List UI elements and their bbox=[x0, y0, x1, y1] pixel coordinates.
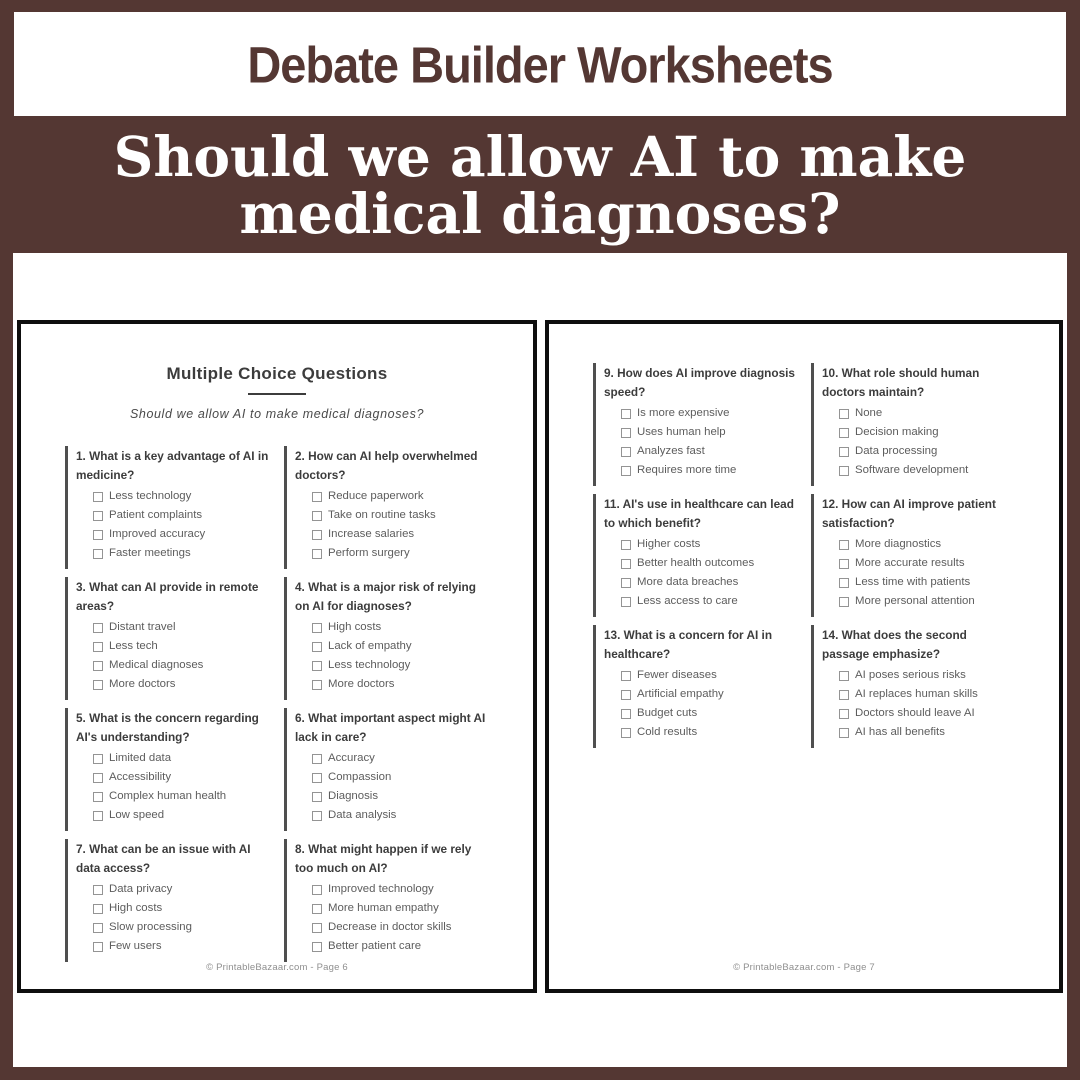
option-label: More personal attention bbox=[855, 595, 975, 607]
question-block bbox=[284, 708, 489, 831]
question-block bbox=[65, 577, 270, 700]
question-text: 14. What does the second passage emphasize? bbox=[822, 628, 967, 661]
option-label: Data analysis bbox=[328, 809, 397, 821]
question-block bbox=[65, 839, 270, 962]
option-label: High costs bbox=[328, 621, 382, 633]
answer-option[interactable] bbox=[312, 918, 489, 937]
answer-option[interactable] bbox=[621, 404, 797, 423]
option-label: Slow processing bbox=[109, 921, 192, 933]
option-label: Software development bbox=[855, 464, 969, 476]
answer-option[interactable] bbox=[312, 899, 489, 918]
answer-option[interactable] bbox=[312, 637, 489, 656]
option-label: Diagnosis bbox=[328, 790, 379, 802]
checkbox-icon[interactable] bbox=[839, 690, 849, 700]
answer-option[interactable] bbox=[839, 442, 1015, 461]
checkbox-icon[interactable] bbox=[312, 492, 322, 502]
checkbox-icon[interactable] bbox=[312, 904, 322, 914]
option-label: Increase salaries bbox=[328, 528, 415, 540]
option-label: Compassion bbox=[328, 771, 392, 783]
answer-option[interactable] bbox=[312, 768, 489, 787]
checkbox-icon[interactable] bbox=[93, 549, 103, 559]
question-text: 6. What important aspect might AI lack in care? bbox=[295, 711, 486, 744]
answer-option[interactable] bbox=[93, 487, 270, 506]
option-label: Budget cuts bbox=[637, 707, 698, 719]
option-label: Cold results bbox=[637, 726, 698, 738]
checkbox-icon[interactable] bbox=[621, 466, 631, 476]
option-label: More data breaches bbox=[637, 576, 739, 588]
answer-option[interactable] bbox=[312, 880, 489, 899]
answer-option[interactable] bbox=[839, 723, 1015, 742]
page-subtitle: Should we allow AI to make medical diagnoses? bbox=[129, 407, 425, 421]
checkbox-icon[interactable] bbox=[93, 923, 103, 933]
option-label: Data privacy bbox=[109, 883, 173, 895]
checkbox-icon[interactable] bbox=[839, 428, 849, 438]
answer-option[interactable] bbox=[93, 749, 270, 768]
option-label: Reduce paperwork bbox=[328, 490, 424, 502]
question-block bbox=[593, 363, 797, 486]
question-block bbox=[593, 494, 797, 617]
answer-option[interactable] bbox=[312, 806, 489, 825]
option-label: More human empathy bbox=[328, 902, 439, 914]
option-label: Less tech bbox=[109, 640, 158, 652]
checkbox-icon[interactable] bbox=[93, 904, 103, 914]
answer-option[interactable] bbox=[312, 787, 489, 806]
checkbox-icon[interactable] bbox=[621, 597, 631, 607]
answer-option[interactable] bbox=[312, 618, 489, 637]
checkbox-icon[interactable] bbox=[621, 709, 631, 719]
answer-option[interactable] bbox=[621, 666, 797, 685]
answer-option[interactable] bbox=[93, 918, 270, 937]
answer-option[interactable] bbox=[839, 704, 1015, 723]
checkbox-icon[interactable] bbox=[839, 466, 849, 476]
checkbox-icon[interactable] bbox=[621, 671, 631, 681]
page-footer: © PrintableBazaar.com - Page 6 bbox=[206, 962, 348, 973]
answer-option[interactable] bbox=[621, 685, 797, 704]
option-label: Better patient care bbox=[328, 940, 422, 952]
checkbox-icon[interactable] bbox=[312, 642, 322, 652]
answer-option[interactable] bbox=[93, 787, 270, 806]
question-text: 7. What can be an issue with AI data access? bbox=[76, 842, 251, 875]
checkbox-icon[interactable] bbox=[312, 811, 322, 821]
checkbox-icon[interactable] bbox=[621, 559, 631, 569]
option-label: AI replaces human skills bbox=[855, 688, 978, 700]
answer-option[interactable] bbox=[839, 461, 1015, 480]
checkbox-icon[interactable] bbox=[93, 773, 103, 783]
page-title: Multiple Choice Questions bbox=[166, 364, 388, 383]
question-text: 10. What role should human doctors maintain? bbox=[822, 366, 980, 399]
checkbox-icon[interactable] bbox=[312, 530, 322, 540]
checkbox-icon[interactable] bbox=[312, 661, 322, 671]
option-label: Accuracy bbox=[328, 752, 375, 764]
topic-title-line1: Should we allow AI to make bbox=[113, 123, 967, 189]
worksheet-page-7 bbox=[545, 320, 1063, 993]
question-block bbox=[811, 363, 1015, 486]
answer-option[interactable] bbox=[93, 656, 270, 675]
option-label: Limited data bbox=[109, 752, 172, 764]
header-band bbox=[14, 12, 1066, 116]
answer-option[interactable] bbox=[621, 573, 797, 592]
question-text: 11. AI's use in healthcare can lead to which benefit? bbox=[604, 497, 794, 530]
option-label: Data processing bbox=[855, 445, 938, 457]
answer-option[interactable] bbox=[93, 899, 270, 918]
checkbox-icon[interactable] bbox=[621, 447, 631, 457]
option-label: Less access to care bbox=[637, 595, 738, 607]
option-label: Better health outcomes bbox=[637, 557, 755, 569]
answer-option[interactable] bbox=[839, 592, 1015, 611]
option-label: Fewer diseases bbox=[637, 669, 717, 681]
checkbox-icon[interactable] bbox=[839, 578, 849, 588]
checkbox-icon[interactable] bbox=[839, 409, 849, 419]
option-label: AI poses serious risks bbox=[855, 669, 966, 681]
answer-option[interactable] bbox=[312, 506, 489, 525]
question-block bbox=[65, 446, 270, 569]
question-block bbox=[284, 577, 489, 700]
answer-option[interactable] bbox=[621, 723, 797, 742]
option-label: More accurate results bbox=[855, 557, 965, 569]
answer-option[interactable] bbox=[93, 768, 270, 787]
option-label: More doctors bbox=[328, 678, 395, 690]
option-label: Faster meetings bbox=[109, 547, 191, 559]
answer-option[interactable] bbox=[312, 544, 489, 563]
checkbox-icon[interactable] bbox=[93, 811, 103, 821]
checkbox-icon[interactable] bbox=[312, 923, 322, 933]
option-label: None bbox=[855, 407, 883, 419]
question-text: 2. How can AI help overwhelmed doctors? bbox=[295, 449, 478, 482]
checkbox-icon[interactable] bbox=[312, 549, 322, 559]
question-text: 13. What is a concern for AI in healthcare? bbox=[604, 628, 773, 661]
checkbox-icon[interactable] bbox=[93, 885, 103, 895]
option-label: Accessibility bbox=[109, 771, 172, 783]
checkbox-icon[interactable] bbox=[839, 540, 849, 550]
checkbox-icon[interactable] bbox=[839, 671, 849, 681]
checkbox-icon[interactable] bbox=[93, 661, 103, 671]
option-label: Is more expensive bbox=[637, 407, 730, 419]
content-area bbox=[13, 253, 1067, 1067]
answer-option[interactable] bbox=[312, 675, 489, 694]
answer-option[interactable] bbox=[839, 685, 1015, 704]
option-label: Artificial empathy bbox=[637, 688, 724, 700]
answer-option[interactable] bbox=[621, 442, 797, 461]
checkbox-icon[interactable] bbox=[621, 540, 631, 550]
answer-option[interactable] bbox=[93, 937, 270, 956]
answer-option[interactable] bbox=[312, 937, 489, 956]
checkbox-icon[interactable] bbox=[621, 409, 631, 419]
option-label: Medical diagnoses bbox=[109, 659, 204, 671]
option-label: Less time with patients bbox=[855, 576, 971, 588]
checkbox-icon[interactable] bbox=[839, 559, 849, 569]
answer-option[interactable] bbox=[93, 544, 270, 563]
checkbox-icon[interactable] bbox=[312, 942, 322, 952]
option-label: Distant travel bbox=[109, 621, 176, 633]
option-label: Decision making bbox=[855, 426, 939, 438]
answer-option[interactable] bbox=[93, 675, 270, 694]
option-label: Improved accuracy bbox=[109, 528, 206, 540]
question-text: 1. What is a key advantage of AI in medicine? bbox=[76, 449, 269, 482]
option-label: Improved technology bbox=[328, 883, 434, 895]
checkbox-icon[interactable] bbox=[312, 623, 322, 633]
page-footer: © PrintableBazaar.com - Page 7 bbox=[733, 962, 875, 973]
checkbox-icon[interactable] bbox=[839, 728, 849, 738]
checkbox-icon[interactable] bbox=[93, 680, 103, 690]
option-label: Requires more time bbox=[637, 464, 737, 476]
option-label: Decrease in doctor skills bbox=[328, 921, 452, 933]
answer-option[interactable] bbox=[621, 535, 797, 554]
option-label: More doctors bbox=[109, 678, 176, 690]
topic-band bbox=[0, 116, 1080, 253]
checkbox-icon[interactable] bbox=[93, 511, 103, 521]
option-label: Less technology bbox=[328, 659, 411, 671]
question-text: 12. How can AI improve patient satisfaction? bbox=[822, 497, 996, 530]
answer-option[interactable] bbox=[93, 506, 270, 525]
topic-title-line2: medical diagnoses? bbox=[239, 180, 841, 246]
answer-option[interactable] bbox=[93, 618, 270, 637]
answer-option[interactable] bbox=[93, 806, 270, 825]
option-label: Uses human help bbox=[637, 426, 726, 438]
answer-option[interactable] bbox=[312, 656, 489, 675]
answer-option[interactable] bbox=[839, 554, 1015, 573]
answer-option[interactable] bbox=[621, 592, 797, 611]
option-label: Take on routine tasks bbox=[328, 509, 436, 521]
checkbox-icon[interactable] bbox=[621, 728, 631, 738]
checkbox-icon[interactable] bbox=[621, 690, 631, 700]
checkbox-icon[interactable] bbox=[312, 754, 322, 764]
checkbox-icon[interactable] bbox=[93, 623, 103, 633]
answer-option[interactable] bbox=[839, 404, 1015, 423]
option-label: Patient complaints bbox=[109, 509, 203, 521]
option-label: Doctors should leave AI bbox=[855, 707, 975, 719]
answer-option[interactable] bbox=[839, 573, 1015, 592]
checkbox-icon[interactable] bbox=[93, 642, 103, 652]
checkbox-icon[interactable] bbox=[839, 597, 849, 607]
question-block bbox=[284, 446, 489, 569]
brand-title: Debate Builder Worksheets bbox=[247, 35, 833, 93]
question-block bbox=[593, 625, 797, 748]
answer-option[interactable] bbox=[312, 487, 489, 506]
option-label: More diagnostics bbox=[855, 538, 942, 550]
checkbox-icon[interactable] bbox=[312, 885, 322, 895]
checkbox-icon[interactable] bbox=[839, 447, 849, 457]
answer-option[interactable] bbox=[93, 637, 270, 656]
checkbox-icon[interactable] bbox=[93, 754, 103, 764]
answer-option[interactable] bbox=[621, 423, 797, 442]
question-text: 4. What is a major risk of relying on AI for diagnoses? bbox=[295, 580, 476, 613]
answer-option[interactable] bbox=[312, 525, 489, 544]
checkbox-icon[interactable] bbox=[312, 792, 322, 802]
answer-option[interactable] bbox=[621, 704, 797, 723]
checkbox-icon[interactable] bbox=[621, 578, 631, 588]
question-text: 3. What can AI provide in remote areas? bbox=[76, 580, 259, 613]
checkbox-icon[interactable] bbox=[93, 530, 103, 540]
option-label: AI has all benefits bbox=[855, 726, 945, 738]
answer-option[interactable] bbox=[839, 535, 1015, 554]
answer-option[interactable] bbox=[621, 461, 797, 480]
option-label: High costs bbox=[109, 902, 163, 914]
question-text: 9. How does AI improve diagnosis speed? bbox=[604, 366, 795, 399]
question-block bbox=[811, 494, 1015, 617]
checkbox-icon[interactable] bbox=[93, 942, 103, 952]
checkbox-icon[interactable] bbox=[312, 680, 322, 690]
option-label: Higher costs bbox=[637, 538, 701, 550]
checkbox-icon[interactable] bbox=[312, 511, 322, 521]
answer-option[interactable] bbox=[93, 880, 270, 899]
option-label: Analyzes fast bbox=[637, 445, 705, 457]
question-block bbox=[284, 839, 489, 962]
questions-grid bbox=[593, 363, 1015, 748]
answer-option[interactable] bbox=[839, 423, 1015, 442]
answer-option[interactable] bbox=[621, 554, 797, 573]
title-divider bbox=[248, 393, 306, 395]
question-text: 8. What might happen if we rely too much on AI? bbox=[295, 842, 472, 875]
questions-grid bbox=[65, 446, 489, 962]
option-label: Complex human health bbox=[109, 790, 227, 802]
checkbox-icon[interactable] bbox=[312, 773, 322, 783]
question-block bbox=[811, 625, 1015, 748]
question-block bbox=[65, 708, 270, 831]
option-label: Less technology bbox=[109, 490, 192, 502]
option-label: Few users bbox=[109, 940, 162, 952]
checkbox-icon[interactable] bbox=[93, 792, 103, 802]
checkbox-icon[interactable] bbox=[93, 492, 103, 502]
question-text: 5. What is the concern regarding AI's understanding? bbox=[76, 711, 259, 744]
checkbox-icon[interactable] bbox=[839, 709, 849, 719]
checkbox-icon[interactable] bbox=[621, 428, 631, 438]
option-label: Perform surgery bbox=[328, 547, 410, 559]
option-label: Low speed bbox=[109, 809, 165, 821]
answer-option[interactable] bbox=[839, 666, 1015, 685]
answer-option[interactable] bbox=[93, 525, 270, 544]
worksheet-page-6 bbox=[17, 320, 537, 993]
answer-option[interactable] bbox=[312, 749, 489, 768]
option-label: Lack of empathy bbox=[328, 640, 412, 652]
